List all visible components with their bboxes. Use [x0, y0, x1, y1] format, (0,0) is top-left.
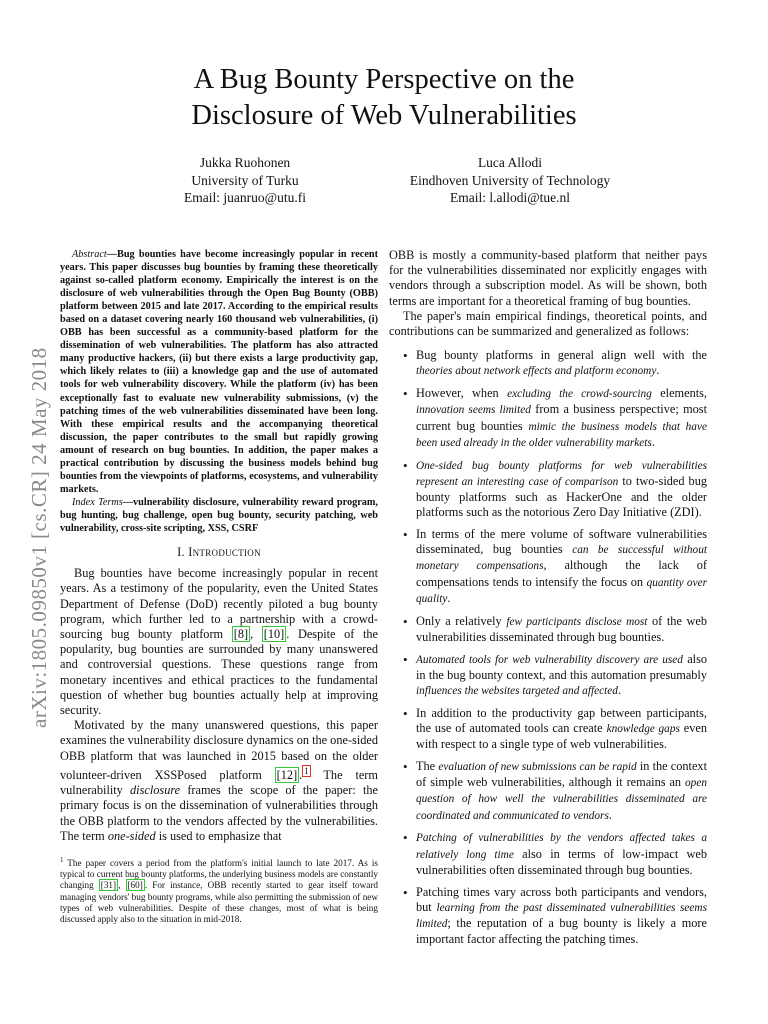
text-run: The [416, 759, 439, 774]
text-run: . [617, 683, 622, 698]
text-run: . [651, 434, 655, 449]
list-item [389, 652, 707, 700]
text-run: One-sided bug bounty platforms for web vulnerabilities represent an interesting case of comparison [416, 459, 707, 488]
text-run: . [447, 590, 451, 605]
right-paragraph-1: OBB is mostly a community-based platform that neither pays for the vulnerabilities disseminated nor explicitly engages with vendors through a subscription model. As will be shown, both terms are important for a theoretical framing of bug bounties. [389, 248, 707, 308]
text-run: also in the bug bounty context, and this automation presumably [416, 651, 707, 682]
intro-paragraph-1 [60, 566, 378, 718]
footnote [60, 855, 378, 925]
arxiv-identifier: arXiv:1805.09850v1 [cs.CR] 24 May 2018 [27, 347, 51, 728]
text-run: even with respect to a single type of web vulnerabilities. [416, 721, 707, 752]
intro-paragraph-2 [60, 718, 378, 844]
text-run: is used to emphasize that [155, 828, 282, 843]
citation-link[interactable]: [60] [127, 880, 143, 891]
text-run: . For instance, OBB recently started to gear itself toward managing vendors' bug bounty programs, while also permitting the submission of new types of web vulnerabilities. Despite of these changes, most of what is being discussed apply also to the situation in mid-2018. [60, 880, 378, 925]
text-run: The term vulnerability [60, 767, 378, 798]
section-heading-introduction: I. Introduction [177, 545, 261, 560]
title-line-1: A Bug Bounty Perspective on the [193, 64, 575, 95]
findings-list [389, 348, 707, 947]
list-item [389, 614, 707, 645]
footnote-mark: 1 [60, 856, 64, 864]
text-run: The paper covers a period from the platform's initial launch to late 2017. As is typical to current bug bounty platforms, the underlying business models are constantly changing [60, 858, 378, 891]
text-run: influences the websites targeted and affected [416, 685, 618, 698]
text-run: Motivated by the many unanswered questions, this paper examines the vulnerability disclosure dynamics on the one-sided OBB platform that was launched in 2015 based on the older volunteer-driven XSSPosed platform [60, 718, 378, 782]
text-run: . [656, 363, 660, 378]
author-2 [380, 154, 640, 207]
text-run: knowledge gaps [606, 723, 680, 736]
citation-link[interactable]: [10] [263, 627, 285, 642]
title-line-2: Disclosure of Web Vulnerabilities [191, 100, 577, 131]
author-email[interactable]: Email: juanruo@utu.fi [184, 190, 306, 205]
list-item [389, 386, 707, 451]
text-run: In terms of the mere volume of software vulnerabilities disseminated, bug bounties [416, 527, 707, 557]
index-terms-label: Index Terms [72, 496, 123, 508]
text-run: of the web vulnerabilities disseminated through bug bounties. [416, 613, 707, 644]
list-item [389, 348, 707, 379]
text-run: Patching of vulnerabilities by the vendors affected takes a relatively long time [416, 832, 707, 861]
text-run: few participants disclose most [506, 615, 648, 628]
text-run: evaluation of new submissions can be rapid [438, 761, 637, 774]
list-item [389, 759, 707, 824]
text-run: , although the lack of compensations tends to intensify the focus on [416, 558, 707, 589]
abstract-label: Abstract [72, 249, 107, 260]
citation-link[interactable]: [8] [233, 627, 249, 642]
text-run: However, when [416, 386, 508, 401]
list-item [389, 830, 707, 878]
text-run: innovation seems limited [416, 404, 531, 417]
right-paragraph-2: The paper's main empirical findings, theoretical points, and contributions can be summarized and generalized as follows: [389, 308, 707, 339]
author-1 [130, 154, 360, 207]
list-item [389, 885, 707, 948]
author-name: Luca Allodi [477, 155, 543, 170]
index-terms [60, 496, 378, 535]
text-run: Bug bounty platforms in general align well with the [416, 348, 707, 363]
text-run: in the context of simple web vulnerabilities, although it remains an [416, 759, 707, 790]
text-run: Bug bounties have become increasingly popular in recent years. As a testimony of the popularity, even the United States Department of Defense (DoD) recently piloted a bug bounty program, which further led to a partnership with a crowd-sourcing bug bounty platform [60, 566, 378, 642]
list-item [389, 706, 707, 753]
text-run: can be successful without monetary compensations [416, 544, 707, 573]
text-run: theories about network effects and platform economy [416, 365, 657, 378]
right-column [389, 248, 707, 954]
footnote-link[interactable]: 1 [304, 765, 309, 776]
text-run: disclosure [130, 783, 181, 798]
text-run: also in terms of low-impact web vulnerabilities often disseminated through bug bounties. [416, 846, 708, 877]
text-run: learning from the past disseminated vulnerabilities seems limited [416, 901, 707, 931]
abstract [60, 248, 378, 496]
text-run: , [250, 627, 262, 642]
text-run: frames the scope of the paper: the primary focus is on the dissemination of vulnerabilities through the OBB platform to the vendors affected by the vulnerabilities. The term [60, 783, 378, 843]
text-run: excluding the crowd-sourcing [507, 388, 652, 401]
text-run: Automated tools for web vulnerability discovery are used [416, 653, 683, 666]
author-affiliation: University of Turku [191, 172, 299, 188]
text-run: Only a relatively [416, 613, 507, 628]
text-run: , [118, 880, 126, 891]
text-run: ; the reputation of a bug bounty is likely a more important factor affecting the patching times. [416, 916, 707, 947]
text-run: one-sided [107, 828, 156, 843]
author-email[interactable]: Email: l.allodi@tue.nl [449, 190, 571, 205]
text-run: to two-sided bug bounty platforms such as HackerOne and the older platforms such as the notorious Zero Day Initiative (ZDI). [416, 473, 707, 520]
list-item [389, 458, 707, 521]
text-run: elements, [651, 386, 707, 401]
list-item [389, 527, 707, 607]
text-run: mimic the business models that have been used already in the older vulnerability markets [416, 420, 707, 449]
text-run: quantity over quality [416, 576, 707, 605]
text-run: open question of how well the vulnerabilities disseminated are coordinated and communicated to vendors [416, 777, 707, 822]
text-run: . [608, 807, 612, 822]
text-run: Patching times vary across both participants and vendors, but [416, 884, 707, 914]
text-run: In addition to the productivity gap between participants, the use of automated tools can create [416, 705, 707, 736]
text-run: from a business perspective; most current bug bounties [416, 402, 708, 433]
text-run: . [299, 767, 303, 782]
author-name: Jukka Ruohonen [199, 155, 291, 170]
index-terms-text: —vulnerability disclosure, vulnerability reward program, bug hunting, bug challenge, open bug bounty, security patching, web vulnerability, cross-site scripting, XSS, CSRF [60, 496, 378, 534]
citation-link[interactable]: [12] [276, 767, 298, 782]
text-run: . Despite of the popularity, bug bounties are surrounded by many unanswered and controversial questions. These questions range from monetary incentives and ethical practices to the fundamental question of whether bug bounties actually help at improving security. [60, 627, 378, 718]
paper-title [60, 62, 708, 134]
citation-link[interactable]: [31] [100, 880, 117, 891]
author-affiliation: Eindhoven University of Technology [409, 172, 611, 188]
abstract-text: —Bug bounties have become increasingly popular in recent years. This paper discusses bug bounties by framing these theoretically against so-called platform economy. Empirically the interest is on the disclosure of web vulnerabilities through the Open Bug Bounty (OBB) platform between 2015 and late 2017. According to the empirical results based on a dataset covering nearly 160 thousand web vulnerabilities, (i) OBB has been successful as a community-based platform for the dissemination of web vulnerabilities. The platform has also attracted many productive hackers, (ii) but there exists a large productivity gap, which likely relates to (iii) a knowledge gap and the use of automated tools for web vulnerability discovery. While the platform (iv) has been exceptionally fast to evaluate new vulnerability submissions, (v) the patching times of the web vulnerabilities disseminated have been long. With these empirical results and the accompanying theoretical discussion, the paper contributes to the small but rapidly growing amount of research on bug bounties. In addition, the paper makes a practical contribution by discussing the business models behind bug bounties from the viewpoints of platforms, ecosystems, and vulnerability markets. [60, 249, 378, 495]
left-column [60, 248, 378, 844]
